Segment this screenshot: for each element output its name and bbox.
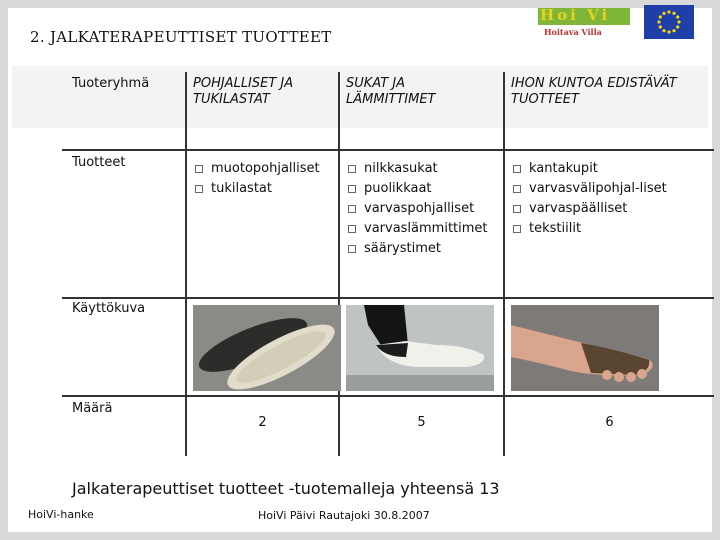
list-item: varvaslämmittimet bbox=[346, 219, 497, 239]
foot-with-toe-pad-photo bbox=[511, 305, 659, 391]
checkbox-bullet-icon bbox=[513, 225, 521, 233]
footer-author-date: HoiVi Päivi Rautajoki 30.8.2007 bbox=[258, 509, 430, 522]
slide-title: 2. JALKATERAPEUTTISET TUOTTEET bbox=[30, 28, 332, 46]
checkbox-bullet-icon bbox=[348, 205, 356, 213]
list-item: varvaspohjalliset bbox=[346, 199, 497, 219]
insoles-items bbox=[186, 150, 339, 298]
row-header-products: Tuotteet bbox=[62, 150, 186, 298]
checkbox-bullet-icon bbox=[348, 245, 356, 253]
list-item: varvasvälipohjal-liset bbox=[511, 179, 708, 199]
checkbox-bullet-icon bbox=[348, 185, 356, 193]
felt-insoles-photo bbox=[193, 305, 341, 391]
insoles-count: 2 bbox=[186, 396, 339, 456]
checkbox-bullet-icon bbox=[195, 165, 203, 173]
checkbox-bullet-icon bbox=[513, 205, 521, 213]
column-header-socks: SUKAT JA LÄMMITTIMET bbox=[339, 72, 504, 150]
checkbox-bullet-icon bbox=[513, 185, 521, 193]
list-item: nilkkasukat bbox=[346, 159, 497, 179]
column-header-skin-care: IHON KUNTOA EDISTÄVÄT TUOTTEET bbox=[504, 72, 714, 150]
product-table bbox=[62, 72, 714, 456]
row-header-count: Määrä bbox=[62, 396, 186, 456]
hoivi-logo bbox=[536, 6, 634, 40]
logo-tagline: Hoitava Villa bbox=[544, 27, 602, 37]
column-header-insoles: POHJALLISET JA TUKILASTAT bbox=[186, 72, 339, 150]
row-header-usage: Käyttökuva bbox=[62, 298, 186, 396]
footer-project: HoiVi-hanke bbox=[28, 508, 94, 521]
foot-with-felt-sock-photo bbox=[346, 305, 494, 391]
list-item: muotopohjalliset bbox=[193, 159, 332, 179]
insoles-photo-cell bbox=[186, 298, 339, 396]
skin-care-items bbox=[504, 150, 714, 298]
list-item: puolikkaat bbox=[346, 179, 497, 199]
checkbox-bullet-icon bbox=[513, 165, 521, 173]
eu-flag-icon bbox=[644, 5, 694, 39]
list-item: kantakupit bbox=[511, 159, 708, 179]
checkbox-bullet-icon bbox=[348, 165, 356, 173]
logo-name: Hoi Vi bbox=[540, 6, 611, 24]
list-item: säärystimet bbox=[346, 239, 497, 259]
checkbox-bullet-icon bbox=[195, 185, 203, 193]
socks-photo-cell bbox=[339, 298, 504, 396]
list-item: tekstiilit bbox=[511, 219, 708, 239]
row-header-group: Tuoteryhmä bbox=[72, 76, 150, 91]
skin-care-count: 6 bbox=[504, 396, 714, 456]
summary-text: Jalkaterapeuttiset tuotteet -tuotemalleja yhteensä 13 bbox=[72, 479, 500, 498]
socks-items bbox=[339, 150, 504, 298]
list-item: tukilastat bbox=[193, 179, 332, 199]
socks-count: 5 bbox=[339, 396, 504, 456]
checkbox-bullet-icon bbox=[348, 225, 356, 233]
skin-care-photo-cell bbox=[504, 298, 714, 396]
list-item: varvaspäälliset bbox=[511, 199, 708, 219]
